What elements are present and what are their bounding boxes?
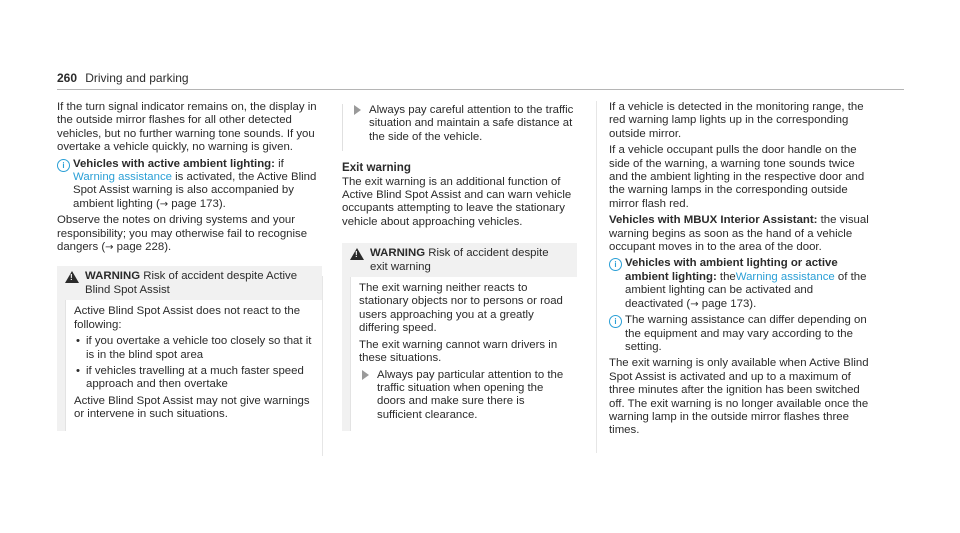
column-divider [596,101,597,453]
instruction-step [351,104,577,144]
step-text: Always pay careful attention to the traffic situation and maintain a safe distance at the side of the vehicle. [369,104,574,143]
paragraph: If a vehicle is detected in the monitoring range, the red warning lamp lights up in the corresponding outside mirror. [609,101,864,140]
text: if [274,157,284,170]
list-item: • if vehicles travelling at a much faster speed approach and then overtake [74,365,314,392]
warning-box [342,243,577,431]
paragraph: The exit warning is only available when Active Blind Spot Assist is activated and up to a maximum of three minutes after the ignition has been switched off. The exit warning is no longer available once the warning lamp in the outside mirror flashes three times. [609,357,869,437]
arrow-right-icon [362,370,369,380]
paragraph: The exit warning cannot warn drivers in these situations. [359,338,558,365]
info-note [57,158,322,212]
column-2 [342,101,577,431]
paragraph [57,214,322,254]
info-icon: i [609,258,622,271]
paragraph: Active Blind Spot Assist does not react to the following: [74,305,301,331]
arrow-icon: → [159,198,169,210]
list-item: • if you overtake a vehicle too closely so that it is in the blind spot area [74,335,314,362]
arrow-icon: → [105,242,114,254]
info-icon: i [57,159,70,172]
warning-body [65,300,322,430]
warning-box [57,266,322,430]
info-text: The warning assistance can differ depending on the equipment and may vary according to the setting. [625,314,867,353]
mbux-label: Vehicles with MBUX Interior Assistant: [609,214,818,227]
text: the visual warning begins as soon as the hand of a vehicle occupant moves in to the area of the door. [609,214,869,254]
warning-title: WARNING [370,247,426,260]
warning-triangle-icon: ! [65,271,79,283]
header-rule [57,89,904,90]
warning-title: WARNING [85,270,141,283]
warning-body [350,277,577,431]
column-divider [322,276,323,456]
text: the [716,270,736,283]
column-1 [57,101,322,431]
paragraph: The exit warning neither reacts to stationary objects nor to persons or road users approaching you at a greatly differing speed. [359,282,563,335]
warning-header [342,243,577,277]
paragraph: The exit warning is an additional function of Active Blind Spot Assist and can warn vehicle occupants attempting to leave the stationary vehicle about approaching vehicles. [342,175,572,228]
paragraph: If a vehicle occupant pulls the door handle on the side of the warning, a warning tone sounds twice and the ambient lighting in the respective door and the warning lamps in the corresponding outside mirror flash red. [609,144,865,210]
instruction-box [342,104,577,151]
warning-assistance-link[interactable]: Warning assistance [735,270,835,283]
info-note [609,257,869,311]
step-text: Always pay particular attention to the traffic situation when opening the doors and make sure there is sufficient clearance. [377,368,564,421]
info-note [609,314,869,354]
info-label: Vehicles with active ambient lighting: [73,157,275,170]
paragraph: If the turn signal indicator remains on, the display in the outside mirror flashes for all other detected vehicles, but no further warning tone sounds. If you overtake a vehicle quickly, no warning is given. [57,101,317,154]
info-icon: i [609,315,622,328]
column-3 [609,101,869,441]
paragraph: Active Blind Spot Assist may not give warnings or intervene in such situations. [74,394,310,421]
section-title: Driving and parking [85,71,189,85]
page-reference[interactable]: page 173). [698,297,757,310]
instruction-step [359,369,569,423]
warning-assistance-link[interactable]: Warning assistance [73,171,172,184]
warning-text: Risk of accident despite Active Blind Spot Assist [85,270,298,296]
page-reference[interactable]: page 173). [168,197,226,210]
page-header [57,72,904,86]
page-number: 260 [57,71,78,85]
arrow-right-icon [354,105,361,115]
text: Observe the notes on driving systems and your responsibility; you may otherwise fail to recognise dangers ( [57,214,308,254]
paragraph [609,214,869,254]
section-heading: Exit warning [342,161,411,175]
warning-triangle-icon: ! [350,248,364,260]
info-label: Vehicles with ambient lighting or active ambient lighting: [625,257,838,283]
text: of the ambient lighting can be activated and deactivated ( [625,270,867,310]
text: is activated, the Active Blind Spot Assist warning is also accompanied by ambient lighting ( [73,171,317,210]
page-reference[interactable]: page 228). [113,241,172,254]
warning-text: Risk of accident despite exit warning [370,247,549,273]
arrow-icon: → [690,298,699,310]
warning-header [57,266,322,300]
